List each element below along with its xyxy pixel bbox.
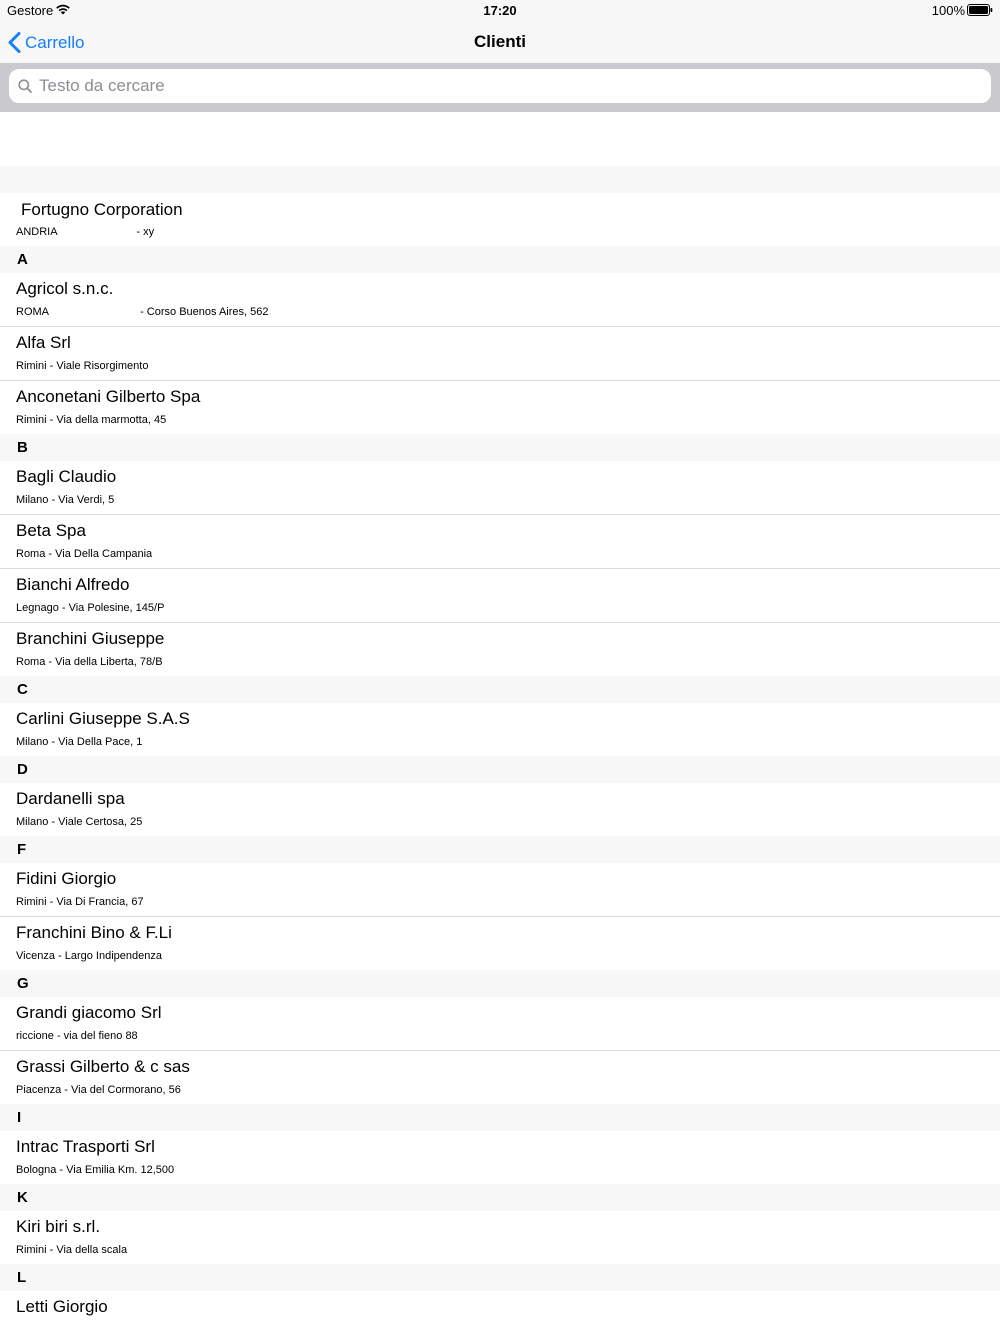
list-item[interactable] (0, 917, 1000, 970)
clients-list (0, 112, 1000, 1344)
section-header-c: C (0, 676, 1000, 703)
list-item[interactable] (0, 623, 1000, 676)
section-header-a: A (0, 246, 1000, 273)
client-name: Dardanelli spa (16, 789, 125, 808)
client-address: Bologna - Via Emilia Km. 12,500 (16, 1164, 175, 1176)
list-item[interactable] (0, 997, 1000, 1051)
carrier-label: Gestore (7, 3, 54, 18)
client-name: Bagli Claudio (16, 467, 117, 486)
client-address: Legnago - Via Polesine, 145/P (16, 602, 165, 614)
section-header-d: D (0, 756, 1000, 783)
table-header-spacer (0, 112, 1000, 166)
list-item[interactable] (0, 461, 1000, 515)
client-address: Roma - Via Della Campania (16, 548, 153, 560)
list-item[interactable] (0, 327, 1000, 381)
section-header-k: K (0, 1184, 1000, 1211)
list-item[interactable] (0, 1291, 1000, 1344)
client-address: Milano - Via Della Pace, 1 (16, 736, 143, 748)
section-header-l: L (0, 1264, 1000, 1291)
client-address: Milano - Via Verdi, 5 (16, 494, 115, 506)
client-name: Beta Spa (16, 521, 86, 540)
client-name: Intrac Trasporti Srl (16, 1137, 155, 1156)
list-item[interactable] (0, 783, 1000, 836)
section-header-f: F (0, 836, 1000, 863)
battery-icon (967, 4, 993, 19)
list-item[interactable] (0, 1211, 1000, 1264)
list-item[interactable] (0, 381, 1000, 434)
list-item[interactable] (0, 1051, 1000, 1104)
client-name: Franchini Bino & F.Li (16, 923, 172, 942)
battery-percentage: 100% (931, 3, 965, 18)
client-name: Letti Giorgio (16, 1297, 108, 1316)
section-gap (0, 166, 1000, 193)
client-name: Kiri biri s.rl. (16, 1217, 101, 1236)
client-name: Anconetani Gilberto Spa (16, 387, 201, 406)
client-name: Carlini Giuseppe S.A.S (16, 709, 190, 728)
section-header-i: I (0, 1104, 1000, 1131)
page-title: Clienti (474, 32, 526, 51)
client-address: Rimini - Via Di Francia, 67 (16, 896, 144, 908)
section-header-b: B (0, 434, 1000, 461)
client-name: Grandi giacomo Srl (16, 1003, 162, 1022)
section-header-g: G (0, 970, 1000, 997)
client-name: Fidini Giorgio (16, 869, 117, 888)
status-bar (0, 0, 1000, 22)
client-address: Rimini - Via della marmotta, 45 (16, 414, 167, 426)
client-address: Vicenza - Largo Indipendenza (16, 950, 162, 962)
list-item[interactable] (0, 703, 1000, 756)
client-address: riccione - via del fieno 88 (16, 1030, 138, 1042)
client-name: Agricol s.n.c. (16, 279, 114, 298)
client-address: Rimini - Viale Risorgimento (16, 360, 149, 372)
search-icon (18, 79, 32, 93)
list-item[interactable] (0, 863, 1000, 917)
back-button-label: Carrello (25, 32, 85, 52)
list-item[interactable] (0, 273, 1000, 327)
client-address: Milano - Viale Certosa, 25 (16, 816, 143, 828)
sections-container (0, 246, 1000, 1344)
client-name: Grassi Gilberto & c sas (16, 1057, 190, 1076)
search-input[interactable] (39, 76, 959, 96)
list-item[interactable] (0, 569, 1000, 623)
list-item[interactable] (0, 193, 1000, 246)
client-address: Rimini - Via della scala (16, 1244, 128, 1256)
client-name: Bianchi Alfredo (16, 575, 130, 594)
client-address: ROMA - Corso Buenos Aires, 562 (16, 306, 269, 318)
navigation-bar (0, 22, 1000, 63)
client-name: Branchini Giuseppe (16, 629, 165, 648)
client-name: Alfa Srl (16, 333, 71, 352)
client-address: ANDRIA - xy (16, 226, 155, 238)
list-item[interactable] (0, 515, 1000, 569)
client-address: Piacenza - Via del Cormorano, 56 (16, 1084, 181, 1096)
clock: 17:20 (483, 3, 517, 18)
search-bar (0, 63, 1000, 112)
list-item[interactable] (0, 1131, 1000, 1184)
search-field[interactable] (9, 69, 991, 103)
client-name: Fortugno Corporation (21, 200, 183, 219)
client-address: Roma - Via della Liberta, 78/B (16, 656, 163, 668)
